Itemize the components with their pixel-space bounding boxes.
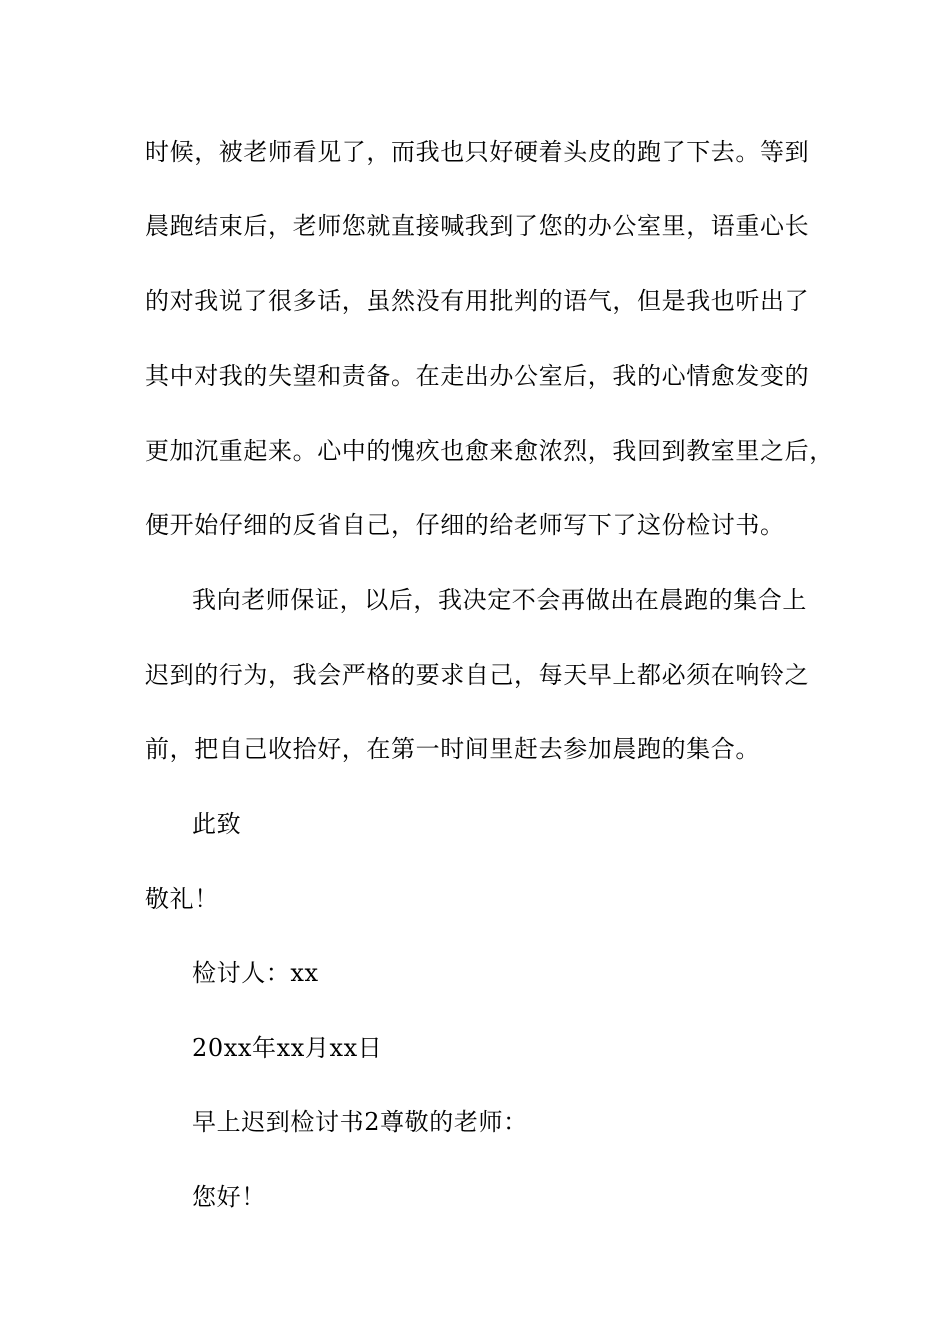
paragraph-line-9: 前，把自己收拾好，在第一时间里赶去参加晨跑的集合。 [145,735,760,763]
closing-regards: 敬礼！ [145,885,219,913]
paragraph-line-6: 便开始仔细的反省自己，仔细的给老师写下了这份检讨书。 [145,511,785,539]
signer-line: 检讨人：xx [192,959,319,987]
paragraph-line-5: 更加沉重起来。心中的愧疚也愈来愈浓烈，我回到教室里之后， [145,437,834,465]
greeting-line: 您好！ [192,1183,266,1211]
paragraph-line-3: 的对我说了很多话，虽然没有用批判的语气，但是我也听出了 [145,287,810,315]
next-letter-title: 早上迟到检讨书2尊敬的老师： [192,1108,528,1136]
closing-salutation: 此致 [192,810,242,838]
paragraph-line-7: 我向老师保证，以后，我决定不会再做出在晨跑的集合上 [192,586,807,614]
paragraph-line-2: 晨跑结束后，老师您就直接喊我到了您的办公室里，语重心长 [145,212,810,240]
paragraph-line-8: 迟到的行为，我会严格的要求自己，每天早上都必须在响铃之 [145,661,810,689]
paragraph-line-1: 时候，被老师看见了，而我也只好硬着头皮的跑了下去。等到 [145,138,810,166]
paragraph-line-4: 其中对我的失望和责备。在走出办公室后，我的心情愈发变的 [145,362,810,390]
date-line: 20xx年xx月xx日 [192,1034,383,1062]
